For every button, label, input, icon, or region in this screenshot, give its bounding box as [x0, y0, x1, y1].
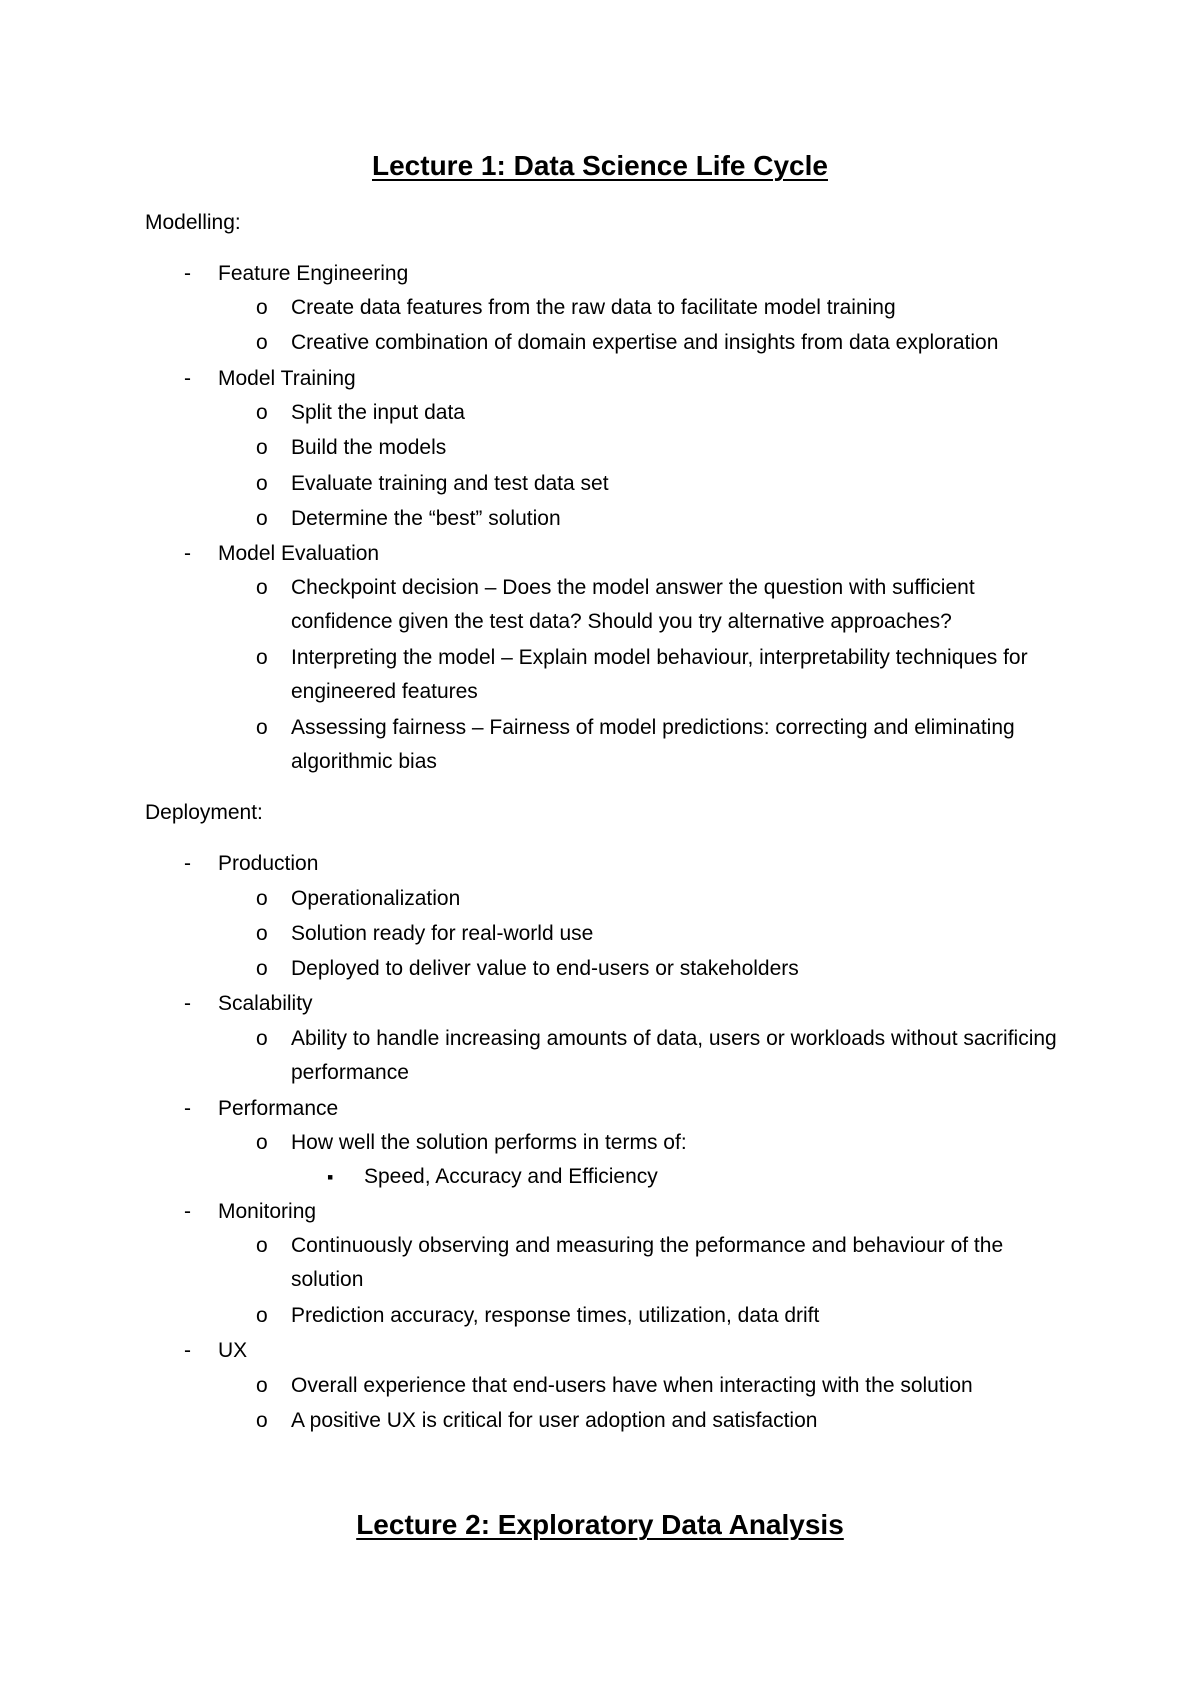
dash-bullet: - [184, 992, 191, 1015]
feature-engineering-sub-1: Create data features from the raw data to facilitate model training [291, 296, 896, 319]
modelling-label: Modelling: [145, 211, 241, 234]
dash-bullet: - [184, 1097, 191, 1120]
dash-bullet: - [184, 367, 191, 390]
feature-engineering-sub-2: Creative combination of domain expertise and insights from data exploration [291, 331, 999, 354]
circle-bullet: o [256, 922, 268, 945]
performance-subsub-1: Speed, Accuracy and Efficiency [364, 1165, 658, 1188]
circle-bullet: o [256, 1409, 268, 1432]
circle-bullet: o [256, 401, 268, 424]
performance-item: Performance [218, 1097, 339, 1120]
dash-bullet: - [184, 1339, 191, 1362]
circle-bullet: o [256, 296, 268, 319]
production-sub-1: Operationalization [291, 887, 461, 910]
circle-bullet: o [256, 472, 268, 495]
model-evaluation-sub-1: Checkpoint decision – Does the model answer the question with sufficient confidence given the test data? Should you try alternative approaches? [291, 576, 975, 633]
dash-bullet: - [184, 262, 191, 285]
circle-bullet: o [256, 331, 268, 354]
feature-engineering-item: Feature Engineering [218, 262, 409, 285]
performance-sub-1: How well the solution performs in terms of: [291, 1131, 687, 1154]
production-sub-2: Solution ready for real-world use [291, 922, 594, 945]
deployment-label: Deployment: [145, 801, 263, 824]
model-training-item: Model Training [218, 367, 356, 390]
model-evaluation-item: Model Evaluation [218, 542, 380, 565]
scalability-item: Scalability [218, 992, 313, 1015]
circle-bullet: o [256, 716, 268, 739]
model-training-sub-1: Split the input data [291, 401, 465, 424]
monitoring-sub-2: Prediction accuracy, response times, utilization, data drift [291, 1304, 820, 1327]
circle-bullet: o [256, 1027, 268, 1050]
circle-bullet: o [256, 646, 268, 669]
circle-bullet: o [256, 436, 268, 459]
monitoring-item: Monitoring [218, 1200, 317, 1223]
circle-bullet: o [256, 1304, 268, 1327]
ux-item: UX [218, 1339, 248, 1362]
monitoring-sub-1: Continuously observing and measuring the peformance and behaviour of the solution [291, 1234, 1004, 1291]
production-sub-3: Deployed to deliver value to end-users or stakeholders [291, 957, 799, 980]
dash-bullet: - [184, 542, 191, 565]
scalability-sub-1: Ability to handle increasing amounts of data, users or workloads without sacrificing performance [291, 1027, 1057, 1084]
circle-bullet: o [256, 1234, 268, 1257]
dash-bullet: - [184, 852, 191, 875]
production-item: Production [218, 852, 319, 875]
model-evaluation-sub-3: Assessing fairness – Fairness of model predictions: correcting and eliminating algorithmic bias [291, 716, 1015, 773]
lecture-1-title: Lecture 1: Data Science Life Cycle [372, 150, 828, 181]
ux-sub-2: A positive UX is critical for user adoption and satisfaction [291, 1409, 818, 1432]
model-evaluation-sub-2: Interpreting the model – Explain model behaviour, interpretability techniques for engineered features [291, 646, 1028, 703]
circle-bullet: o [256, 576, 268, 599]
model-training-sub-3: Evaluate training and test data set [291, 472, 609, 495]
circle-bullet: o [256, 1131, 268, 1154]
circle-bullet: o [256, 887, 268, 910]
circle-bullet: o [256, 1374, 268, 1397]
circle-bullet: o [256, 957, 268, 980]
model-training-sub-2: Build the models [291, 436, 447, 459]
ux-sub-1: Overall experience that end-users have when interacting with the solution [291, 1374, 973, 1397]
model-training-sub-4: Determine the “best” solution [291, 507, 561, 530]
circle-bullet: o [256, 507, 268, 530]
lecture-2-title: Lecture 2: Exploratory Data Analysis [356, 1509, 844, 1540]
dash-bullet: - [184, 1200, 191, 1223]
square-bullet: ▪ [327, 1167, 334, 1187]
